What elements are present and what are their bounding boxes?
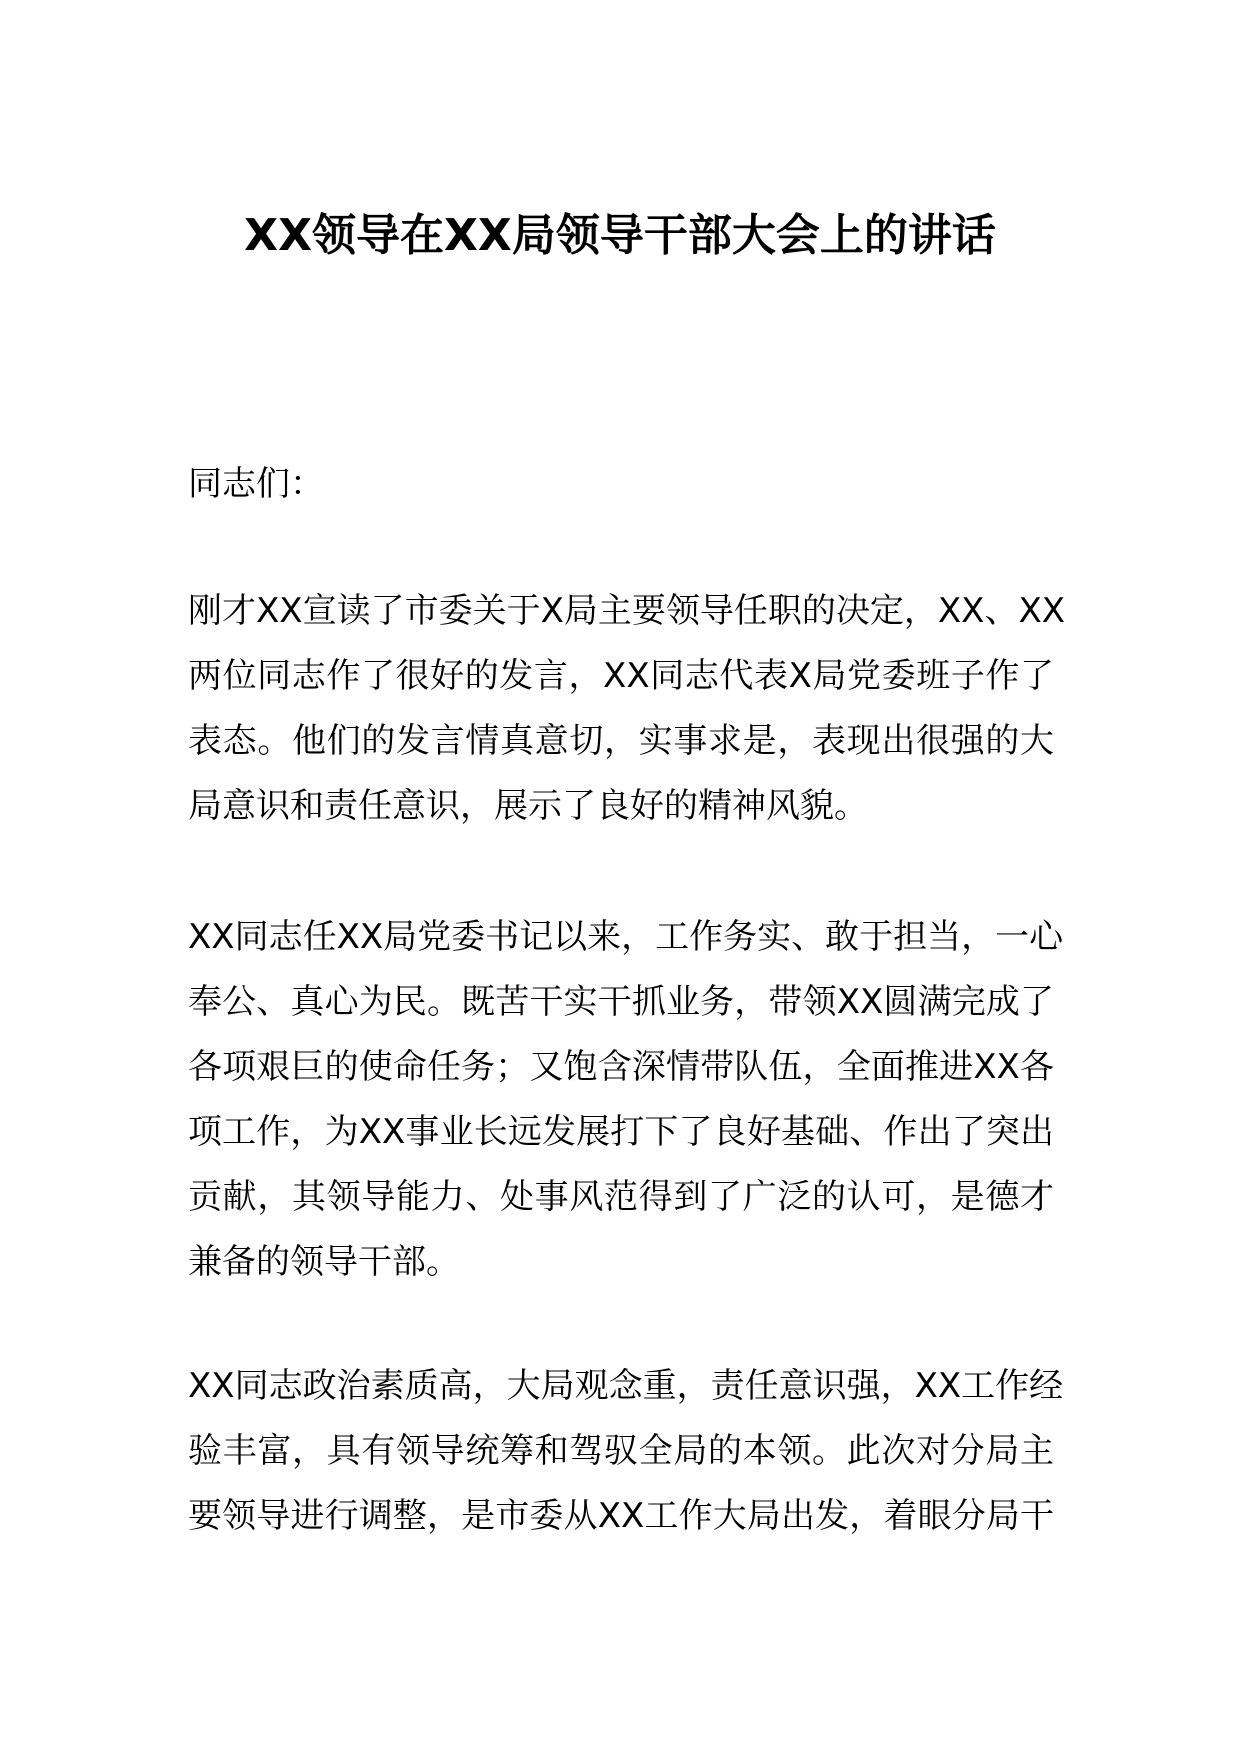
paragraph-2 <box>188 905 1064 1295</box>
paragraph-3-line-1: XX同志政治素质高，大局观念重，责任意识强，XX工作经 <box>188 1366 1064 1406</box>
paragraph-2-line-4: 项工作，为XX事业长远发展打下了良好基础、作出了突出 <box>188 1112 1054 1152</box>
paragraph-1 <box>188 579 1066 839</box>
paragraph-2-line-1: XX同志任XX局党委书记以来，工作务实、敢于担当，一心 <box>188 917 1064 957</box>
paragraph-1-line-3: 表态。他们的发言情真意切，实事求是，表现出很强的大 <box>188 721 1054 761</box>
paragraph-1-line-1: 刚才XX宣读了市委关于X局主要领导任职的决定，XX、XX <box>188 591 1066 631</box>
salutation-text: 同志们： <box>188 464 324 504</box>
paragraph-2-line-2: 奉公、真心为民。既苦干实干抓业务，带领XX圆满完成了 <box>188 982 1054 1022</box>
document-title: XX领导在XX局领导干部大会上的讲话 <box>244 210 996 261</box>
paragraph-3 <box>188 1354 1064 1549</box>
paragraph-2-line-3: 各项艰巨的使命任务；又饱含深情带队伍，全面推进XX各 <box>188 1047 1054 1087</box>
paragraph-2-line-5: 贡献，其领导能力、处事风范得到了广泛的认可，是德才 <box>188 1177 1054 1217</box>
paragraph-3-line-3: 要领导进行调整，是市委从XX工作大局出发，着眼分局干 <box>188 1496 1054 1536</box>
paragraph-2-line-6: 兼备的领导干部。 <box>188 1242 460 1282</box>
paragraph-3-line-2: 验丰富，具有领导统筹和驾驭全局的本领。此次对分局主 <box>188 1431 1054 1471</box>
salutation <box>188 452 1054 517</box>
paragraph-1-line-4: 局意识和责任意识，展示了良好的精神风貌。 <box>188 786 868 826</box>
paragraph-1-line-2: 两位同志作了很好的发言，XX同志代表X局党委班子作了 <box>188 656 1054 696</box>
